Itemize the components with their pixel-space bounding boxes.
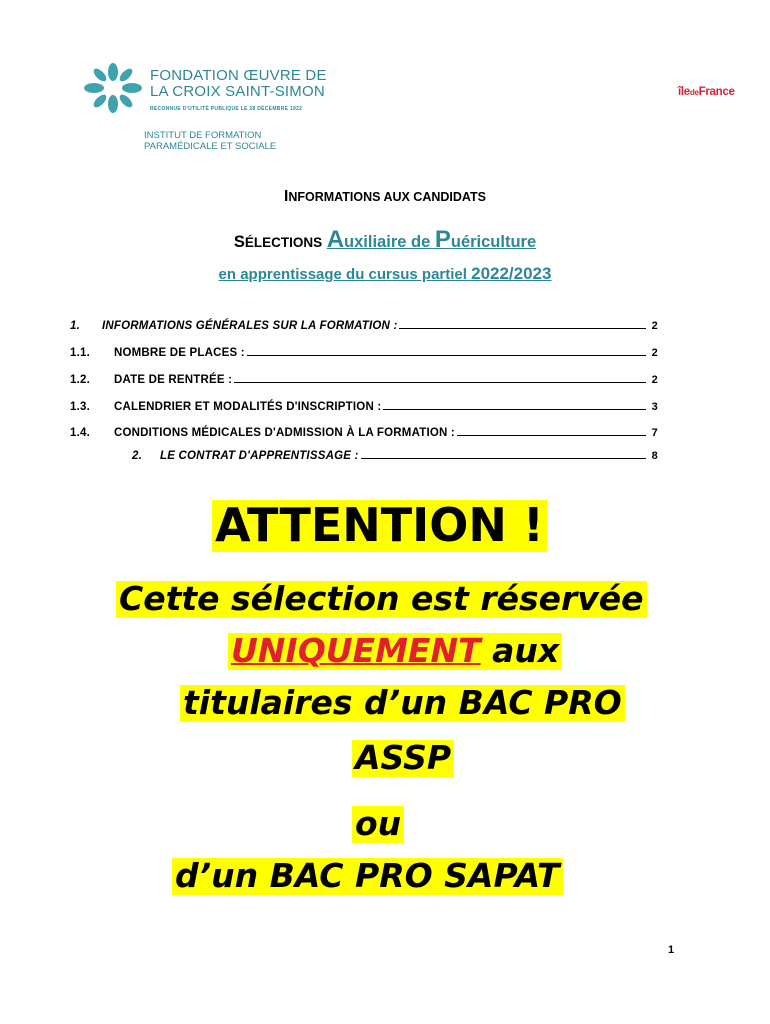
toc-entry[interactable] bbox=[132, 444, 658, 462]
toc-entry[interactable] bbox=[70, 341, 658, 359]
institute-name-line1: INSTITUT DE FORMATION bbox=[144, 130, 262, 141]
toc-page: 7 bbox=[651, 427, 658, 439]
toc-leader bbox=[234, 382, 646, 383]
toc-number: 1.1. bbox=[70, 347, 90, 359]
toc-leader bbox=[399, 328, 646, 329]
toc-page: 2 bbox=[651, 320, 658, 332]
program-word-2: uériculture bbox=[450, 233, 537, 251]
toc-page: 2 bbox=[651, 374, 658, 386]
toc-leader bbox=[383, 409, 646, 410]
toc-number: 1.3. bbox=[70, 401, 90, 413]
toc-number: 1. bbox=[70, 320, 80, 332]
organization-name-line1: FONDATION ŒUVRE DE bbox=[150, 67, 327, 84]
toc-entry[interactable] bbox=[70, 368, 658, 386]
title-initial: I bbox=[284, 188, 289, 205]
program-word-1: uxiliaire de bbox=[344, 233, 431, 251]
selection-title bbox=[0, 226, 770, 254]
toc-entry[interactable] bbox=[70, 314, 658, 332]
attention-line2-rest: aux bbox=[480, 631, 560, 670]
foundation-logo-icon bbox=[82, 62, 144, 114]
region-logo bbox=[678, 86, 735, 98]
region-logo-part2: de bbox=[689, 88, 699, 97]
emphasis-uniquement: UNIQUEMENT bbox=[231, 631, 481, 670]
selection-rest: ÉLECTIONS bbox=[244, 235, 323, 250]
region-logo-part1: île bbox=[678, 86, 690, 98]
organization-recognition: RECONNUE D'UTILITÉ PUBLIQUE LE 28 DÉCEMBRE 1922 bbox=[150, 106, 303, 112]
attention-line1: Cette sélection est réservée bbox=[116, 581, 647, 618]
region-logo-part3: France bbox=[698, 86, 735, 98]
toc-entry[interactable] bbox=[70, 421, 658, 439]
attention-line2 bbox=[228, 633, 562, 670]
title-rest: NFORMATIONS AUX CANDIDATS bbox=[288, 190, 486, 204]
organization-name-line2: LA CROIX SAINT-SIMON bbox=[150, 83, 325, 100]
toc-title: DATE DE RENTRÉE : bbox=[114, 374, 233, 386]
toc-title: CONDITIONS MÉDICALES D'ADMISSION À LA FORMATION : bbox=[114, 427, 455, 439]
page-number: 1 bbox=[668, 944, 675, 956]
toc-number: 1.2. bbox=[70, 374, 90, 386]
document-title bbox=[0, 188, 770, 206]
subtitle-text: en apprentissage du cursus partiel bbox=[218, 266, 467, 283]
toc-entry[interactable] bbox=[70, 395, 658, 413]
toc-title: INFORMATIONS GÉNÉRALES SUR LA FORMATION : bbox=[102, 320, 398, 332]
toc-title: LE CONTRAT D'APPRENTISSAGE : bbox=[160, 450, 359, 462]
subtitle-year: 2022/2023 bbox=[471, 264, 552, 283]
program-initial-a: A bbox=[326, 226, 345, 253]
toc-leader bbox=[457, 435, 646, 436]
toc-page: 3 bbox=[651, 401, 658, 413]
toc-number: 2. bbox=[132, 450, 142, 462]
attention-line5: ou bbox=[352, 806, 404, 843]
toc-page: 8 bbox=[651, 450, 658, 462]
attention-line4: ASSP bbox=[352, 740, 454, 777]
program-subtitle bbox=[0, 264, 770, 284]
program-initial-p: P bbox=[434, 226, 451, 253]
institute-name-line2: PARAMÉDICALE ET SOCIALE bbox=[144, 141, 277, 152]
toc-leader bbox=[247, 355, 646, 356]
selection-initial: S bbox=[233, 233, 245, 251]
toc-page: 2 bbox=[651, 347, 658, 359]
attention-heading: ATTENTION ! bbox=[212, 500, 547, 552]
toc-leader bbox=[361, 458, 646, 459]
attention-line3: titulaires d’un BAC PRO bbox=[180, 685, 625, 722]
attention-line6: d’un BAC PRO SAPAT bbox=[172, 858, 563, 895]
toc-number: 1.4. bbox=[70, 427, 90, 439]
toc-title: NOMBRE DE PLACES : bbox=[114, 347, 245, 359]
toc-title: CALENDRIER ET MODALITÉS D'INSCRIPTION : bbox=[114, 401, 382, 413]
program-name bbox=[326, 226, 537, 253]
